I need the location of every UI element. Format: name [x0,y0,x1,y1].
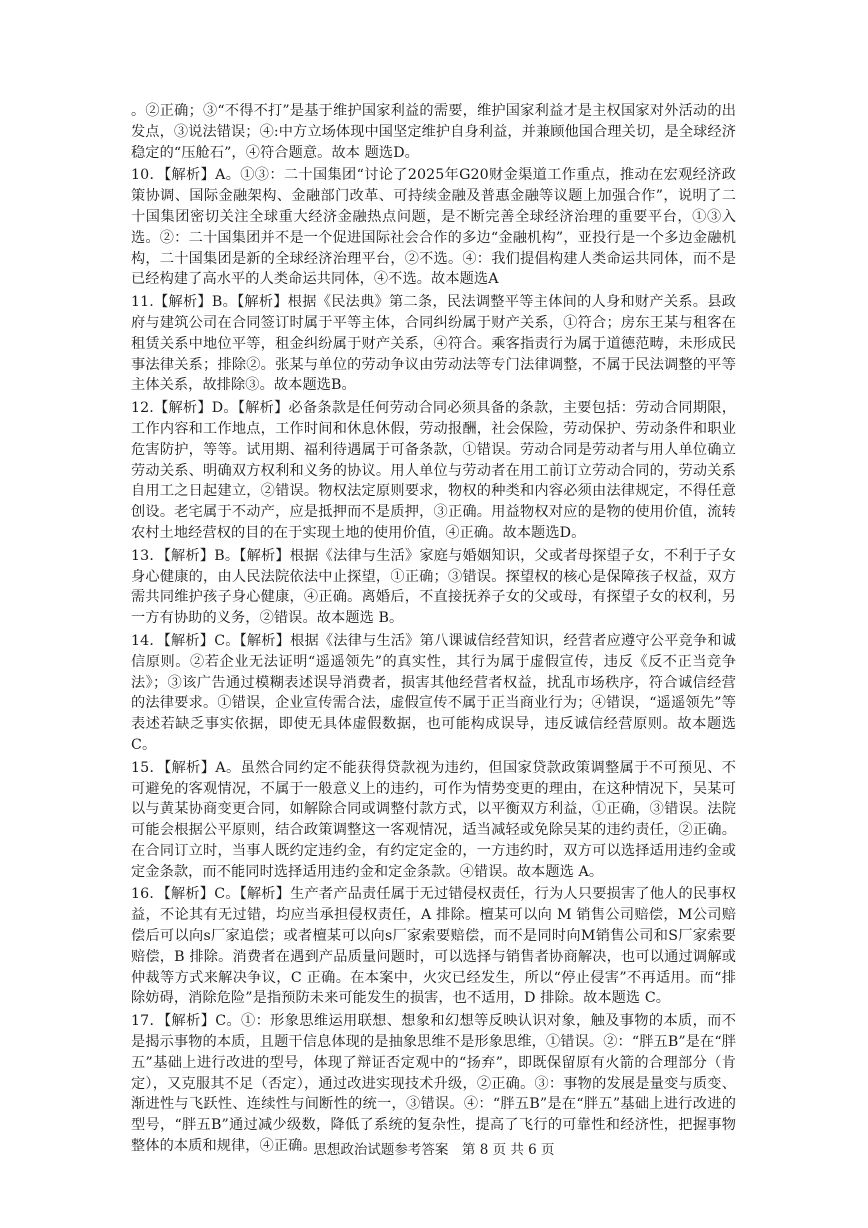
page-footer: 思想政治试题参考答案 第 8 页 共 6 页 [313,1142,555,1158]
answer-paragraph-10: 10．【解析】A。①③：二十国集团“讨论了2025年G20财金渠道工作重点，推动在宏观经济政策协调、国际金融架构、金融部门改革、可持续金融及普惠金融等议题上加强合作”，说明了二十国集团密切关注全球重大经济金融热点问题，是不断完善全球经济治理的重要平台，①③入选。②：二十国集团并不是一个促进国际社会合作的多边“金融机构”，亚投行是一个多边金融机构，二十国集团是新的全球经济治理平台，②不选。④：我们提倡构建人类命运共同体，而不是已经构建了高水平的人类命运共同体，④不选。故本题选A [131,167,736,288]
answer-paragraph-14: 14．【解析】C。【解析】根据《法律与生活》第八课诚信经营知识，经营者应遵守公平竞争和诚信原则。②若企业无法证明“遥遥领先”的真实性，其行为属于虚假宣传，违反《反不正当竞争法》；③该广告通过模糊表述误导消费者，损害其他经营者权益，扰乱市场秩序，符合诚信经营的法律要求。①错误，企业宣传需合法，虚假宣传不属于正当商业行为；④错误，“遥遥领先”等表述若缺乏事实依据，即使无具体虚假数据，也可能构成误导，违反诚信经营原则。故本题选C。 [131,632,736,753]
answer-paragraph-12: 12.【解析】D。【解析】必备条款是任何劳动合同必须具备的条款，主要包括：劳动合同期限，工作内容和工作地点，工作时间和休息休假，劳动报酬，社会保险，劳动保护、劳动条件和职业危害防护，等等。试用期、福利待遇属于可备条款，①错误。劳动合同是劳动者与用人单位确立劳动关系、明确双方权利和义务的协议。用人单位与劳动者在用工前订立劳动合同的，劳动关系自用工之日起建立，②错误。物权法定原则要求，物权的种类和内容必须由法律规定，不得任意创设。老宅属于不动产，应是抵押而不是质押，③正确。用益物权对应的是物的使用价值，流转农村土地经营权的目的在于实现土地的使用价值，④正确。故本题选D。 [131,400,736,541]
answer-paragraph-15: 15．【解析】A。虽然合同约定不能获得贷款视为违约，但国家贷款政策调整属于不可预见、不可避免的客观情况，不属于一般意义上的违约，可作为情势变更的理由，在这种情况下，吴某可以与黄某协商变更合同，如解除合同或调整付款方式，以平衡双方利益，①正确，③错误。法院可能会根据公平原则，结合政策调整这一客观情况，适当减轻或免除吴某的违约责任，②正确。在合同订立时，当事人既约定违约金，有约定定金的，一方违约时，双方可以选择适用违约金或定金条款，而不能同时选择适用违约金和定金条款。④错误。故本题选 A。 [131,759,736,880]
answer-paragraph-17: 17．【解析】C。①：形象思维运用联想、想象和幻想等反映认识对象，触及事物的本质，而不是揭示事物的本质，且题干信息体现的是抽象思维不是形象思维，①错误。②：“胖五B”是在“胖五”基础上进行改进的型号，体现了辩证否定观中的“扬弃”，即既保留原有火箭的合理部分（肯定），又克服其不足（否定），通过改进实现技术升级，②正确。③：事物的发展是量变与质变、渐进性与飞跃性、连续性与间断性的统一，③错误。④：“胖五B”是在“胖五”基础上进行改进的型号，“胖五B”通过减少级数，降低了系统的复杂性，提高了飞行的可靠性和经济性，把握事物整体的本质和规律，④正确。 [131,1013,736,1155]
answer-paragraph-9-continued: 。②正确；③“不得不打”是基于维护国家利益的需要，维护国家利益才是主权国家对外活动的出发点，③说法错误；④:中方立场体现中国坚定维护自身利益，并兼顾他国合理关切，是全球经济稳定的“压舱石”，④符合题意。故本 题选D。 [131,103,736,161]
answer-text-body [131,101,736,1157]
answer-paragraph-13: 13．【解析】B。【解析】根据《法律与生活》家庭与婚姻知识，父或者母探望子女，不利于子女身心健康的，由人民法院依法中止探望，①正确；③错误。探望权的核心是保障孩子权益，双方需共同维护孩子身心健康，④正确。离婚后，不直接抚养子女的父或母，有探望子女的权利，另一方有协助的义务，②错误。故本题选 B。 [131,547,736,627]
answer-paragraph-16: 16．【解析】C。【解析】生产者产品责任属于无过错侵权责任，行为人只要损害了他人的民事权益，不论其有无过错，均应当承担侵权责任，A 排除。檀某可以向 M 销售公司赔偿，M公司赔偿后可以向s厂家追偿；或者檀某可以向s厂家索要赔偿，而不是同时向M销售公司和S厂家索要赔偿，B 排除。消费者在遇到产品质量问题时，可以选择与销售者协商解决，也可以通过调解或仲裁等方式来解决争议，C 正确。在本案中，火灾已经发生，所以“停止侵害”不再适用。而“排除妨碍，消除危险”是指预防未来可能发生的损害，也不适用，D 排除。故本题选 C。 [131,886,736,1007]
answer-paragraph-11: 11.【解析】B。【解析】根据《民法典》第二条，民法调整平等主体间的人身和财产关系。县政府与建筑公司在合同签订时属于平等主体，合同纠纷属于财产关系，①符合；房东王某与租客在租赁关系中地位平等，租金纠纷属于财产关系，④符合。乘客指责行为属于道德范畴，未形成民事法律关系；排除②。张某与单位的劳动争议由劳动法等专门法律调整，不属于民法调整的平等主体关系，故排除③。故本题选B。 [131,294,736,394]
